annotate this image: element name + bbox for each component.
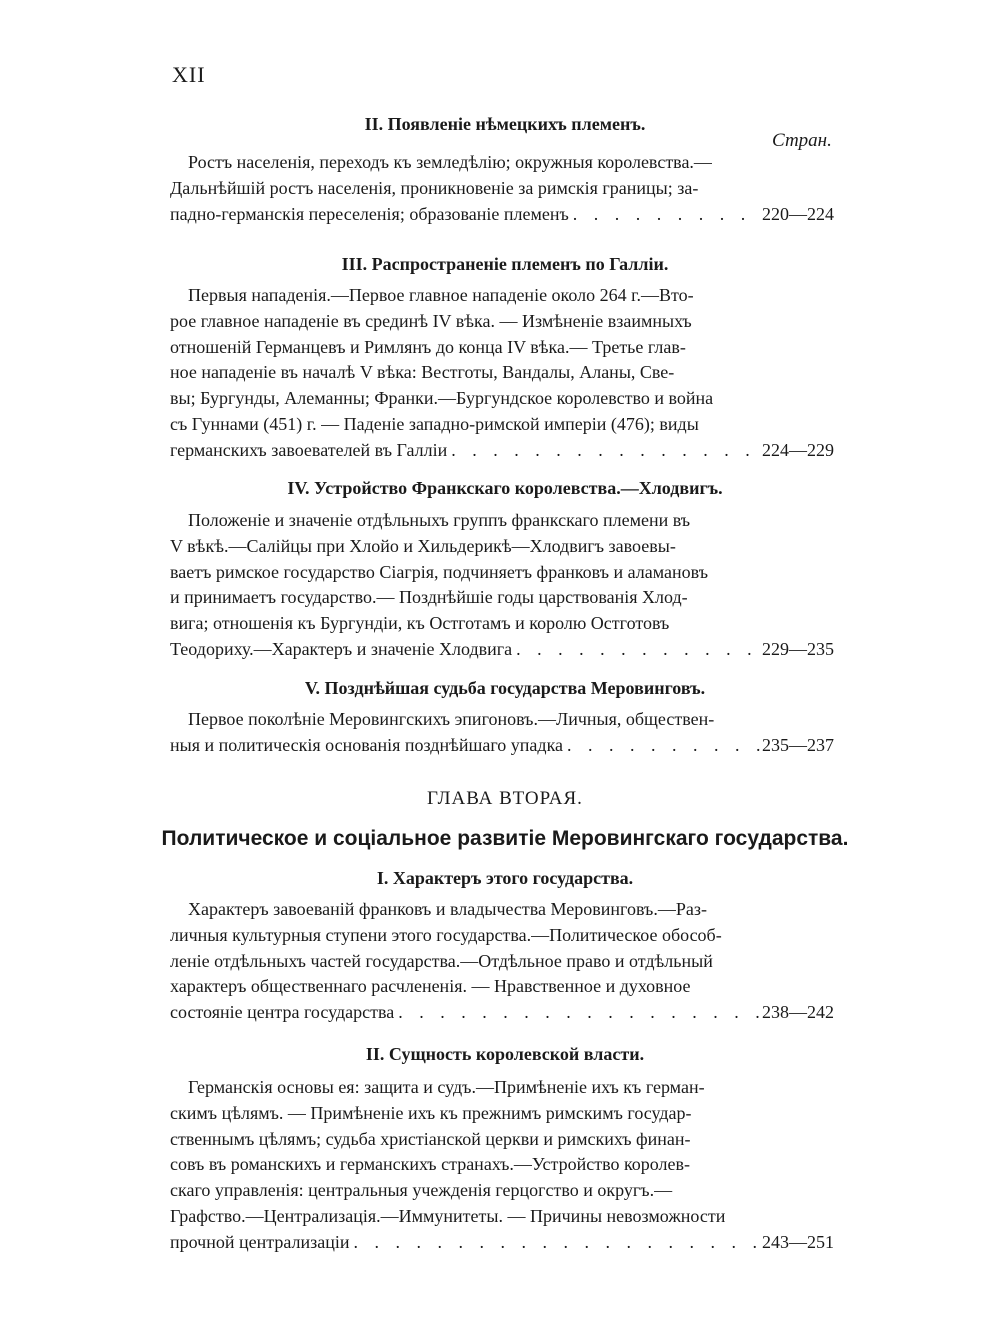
summary-line: вы; Бургунды, Алеманны; Франки.—Бургундское королевство и война [170, 388, 714, 409]
summary-line: Теодориху.—Характеръ и значеніе Хлодвига . . . 229—235 [170, 637, 834, 663]
section-summary [170, 707, 834, 759]
page-range: 220—224 [762, 203, 834, 224]
section-title: II. Сущность королевской власти. [365, 1044, 645, 1064]
section-title: III. Распространеніе племенъ по Галліи. [341, 254, 669, 274]
summary-line: отношеній Германцевъ и Римлянъ до конца IV вѣка.— Третье глав- [170, 336, 686, 357]
summary-line: ственнымъ цѣлямъ; судьба христіанской церкви и римскихъ финан- [170, 1128, 691, 1149]
chapter-title: Политическое и соціальное развитіе Меровингскаго государства. [161, 827, 849, 850]
leader-dots [563, 733, 762, 759]
summary-line: рое главное нападеніе въ срединѣ IV вѣка. — Измѣненіе взаимныхъ [170, 310, 692, 331]
section-title: IV. Устройство Франкскаго королевства.—Хлодвигъ. [287, 478, 723, 498]
section-title: I. Характеръ этого государства. [376, 868, 634, 888]
summary-line: съ Гуннами (451) г. — Паденіе западно-римской имперіи (476); виды [170, 413, 699, 434]
page-range: 224—229 [762, 439, 834, 460]
summary-line: Первыя нападенія.—Первое главное нападеніе около 264 г.—Вто- [188, 285, 694, 305]
summary-line: Характеръ завоеваній франковъ и владычества Меровинговъ.—Раз- [188, 899, 707, 919]
page-range: 235—237 [762, 734, 834, 755]
pages-column-label: Стран. [772, 130, 832, 151]
leader-dots [394, 1000, 762, 1026]
summary-line: Ростъ населенія, переходъ къ земледѣлію; окружныя королевства.— [188, 152, 712, 172]
summary-line: совъ въ романскихъ и германскихъ странахъ.—Устройство королев- [170, 1154, 691, 1175]
summary-line: Германскія основы ея: защита и судъ.—Примѣненіе ихъ къ герман- [188, 1077, 705, 1097]
section-title: V. Позднѣйшая судьба государства Меровинговъ. [304, 678, 706, 698]
summary-line: личныя культурныя ступени этого государства.—Политическое обособ- [170, 924, 722, 945]
summary-line: ваетъ римское государство Сіагрія, подчиняетъ франковъ и аламановъ [170, 561, 709, 582]
leader-dots [569, 202, 762, 228]
section-summary [170, 283, 834, 464]
leader-dots [447, 438, 762, 464]
summary-line: V вѣкѣ.—Салійцы при Хлойо и Хильдерикѣ—Хлодвигъ завоевы- [170, 535, 676, 556]
section-summary [170, 150, 834, 227]
summary-line: скимъ цѣлямъ. — Примѣненіе ихъ къ прежнимъ римскимъ государ- [170, 1102, 692, 1123]
summary-line: ныя и политическія основанія позднѣйшаго упадка . . . 235—237 [170, 733, 834, 759]
summary-line: скаго управленія: центральныя учежденія герцогство и округъ.— [170, 1180, 673, 1201]
section-summary [170, 897, 834, 1026]
summary-line: Первое поколѣніе Меровингскихъ эпигоновъ.—Личныя, обществен- [188, 709, 715, 729]
section-summary [170, 508, 834, 663]
summary-line: падно-германскія переселенія; образованіе племенъ . . . 220—224 [170, 202, 834, 228]
summary-line: и принимаетъ государство.— Позднѣйшіе годы царствованія Хлод- [170, 587, 688, 608]
summary-line: прочной централизаціи . . . 243—251 [170, 1230, 834, 1256]
summary-line: германскихъ завоевателей въ Галліи . . . 224—229 [170, 438, 834, 464]
page-range: 238—242 [762, 1002, 834, 1023]
chapter-heading: ГЛАВА ВТОРАЯ. [427, 788, 583, 809]
leader-dots [512, 637, 762, 663]
summary-line: характеръ общественнаго расчлененія. — Нравственное и духовное [170, 976, 691, 997]
summary-line: Положеніе и значеніе отдѣльныхъ группъ франкскаго племени въ [188, 510, 691, 530]
section-summary [170, 1075, 834, 1256]
summary-line: леніе отдѣльныхъ частей государства.—Отдѣльное право и отдѣльный [170, 950, 713, 971]
leader-dots [349, 1230, 762, 1256]
summary-line: вига; отношенія къ Бургундіи, къ Остготамъ и королю Остготовъ [170, 613, 670, 634]
page-range: 243—251 [762, 1231, 834, 1252]
summary-line: состояніе центра государства . . . 238—242 [170, 1000, 834, 1026]
summary-line: Дальнѣйшій ростъ населенія, проникновеніе за римскія границы; за- [170, 177, 699, 198]
summary-line: ное нападеніе въ началѣ V вѣка: Вестготы, Вандалы, Аланы, Све- [170, 362, 675, 383]
page-range: 229—235 [762, 638, 834, 659]
page-number: XII [172, 62, 206, 87]
section-title: II. Появленіе нѣмецкихъ племенъ. [364, 114, 646, 134]
summary-line: Графство.—Централизація.—Иммунитеты. — Причины невозможности [170, 1205, 726, 1226]
